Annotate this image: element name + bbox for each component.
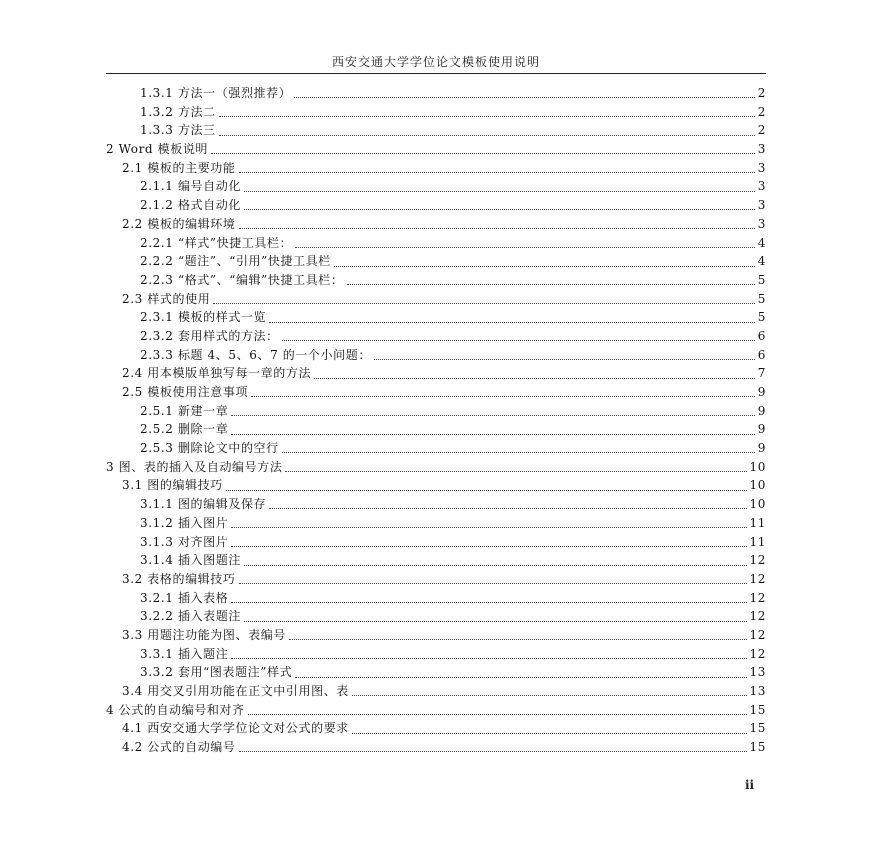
toc-entry[interactable] — [106, 533, 766, 552]
toc-dot-leader — [352, 732, 747, 734]
toc-entry[interactable] — [106, 589, 766, 608]
toc-entry-page-number: 10 — [749, 478, 766, 493]
toc-entry[interactable] — [106, 140, 766, 159]
toc-entry-page-number: 2 — [757, 123, 766, 138]
toc-dot-leader — [374, 358, 755, 360]
toc-entry-label: 2.2.2 “题注”、“引用”快捷工具栏 — [140, 254, 331, 269]
toc-dot-leader — [231, 414, 754, 416]
toc-dot-leader — [289, 638, 747, 640]
toc-entry-label: 2.5.3 删除论文中的空行 — [140, 441, 279, 456]
toc-dot-leader — [295, 246, 755, 248]
toc-entry[interactable] — [106, 402, 766, 421]
toc-entry-label: 2.1.1 编号自动化 — [140, 179, 241, 194]
toc-entry[interactable] — [106, 719, 766, 738]
toc-dot-leader — [239, 582, 747, 584]
toc-entry-page-number: 12 — [749, 571, 766, 586]
toc-entry-page-number: 5 — [757, 272, 766, 287]
toc-entry[interactable] — [106, 327, 766, 346]
toc-entry[interactable] — [106, 252, 766, 271]
toc-entry-label: 3.3.1 插入题注 — [140, 646, 229, 661]
toc-entry[interactable] — [106, 103, 766, 122]
toc-entry-label: 3.1.4 插入图题注 — [140, 553, 241, 568]
toc-entry-label: 3.3 用题注功能为图、表编号 — [122, 627, 286, 642]
toc-entry[interactable] — [106, 495, 766, 514]
toc-dot-leader — [213, 302, 754, 304]
toc-entry-label: 2.3 样式的使用 — [122, 291, 211, 306]
toc-entry-label: 2.1 模板的主要功能 — [122, 160, 236, 175]
toc-dot-leader — [231, 545, 746, 547]
toc-entry-page-number: 3 — [757, 142, 766, 157]
toc-entry[interactable] — [106, 570, 766, 589]
toc-entry[interactable] — [106, 346, 766, 365]
toc-entry-label: 4.1 西安交通大学学位论文对公式的要求 — [122, 721, 349, 736]
toc-entry-page-number: 10 — [749, 459, 766, 474]
toc-dot-leader — [244, 564, 747, 566]
toc-entry[interactable] — [106, 682, 766, 701]
toc-dot-leader — [226, 489, 747, 491]
toc-entry[interactable] — [106, 607, 766, 626]
toc-entry-label: 3.2.1 插入表格 — [140, 590, 229, 605]
toc-entry-page-number: 3 — [757, 216, 766, 231]
toc-entry-label: 3.1.2 插入图片 — [140, 515, 229, 530]
toc-entry-label: 2.4 用本模版单独写每一章的方法 — [122, 366, 312, 381]
toc-entry[interactable] — [106, 645, 766, 664]
toc-entry-page-number: 9 — [757, 441, 766, 456]
toc-dot-leader — [295, 676, 746, 678]
toc-dot-leader — [314, 377, 755, 379]
toc-entry[interactable] — [106, 663, 766, 682]
toc-entry-label: 2.2.1 “样式”快捷工具栏： — [140, 235, 293, 250]
toc-entry-page-number: 13 — [749, 684, 766, 698]
toc-entry-page-number: 4 — [757, 235, 766, 250]
toc-entry[interactable] — [106, 458, 766, 477]
toc-entry-page-number: 7 — [757, 366, 766, 381]
toc-entry-label: 3.1 图的编辑技巧 — [122, 478, 223, 493]
toc-entry-label: 3.3.2 套用“图表题注”样式 — [140, 665, 293, 680]
toc-entry-label: 2.1.2 格式自动化 — [140, 198, 241, 213]
toc-dot-leader — [269, 321, 755, 323]
toc-entry[interactable] — [106, 215, 766, 234]
toc-entry[interactable] — [106, 196, 766, 215]
toc-entry[interactable] — [106, 364, 766, 383]
toc-entry-label: 4.2 公式的自动编号 — [122, 740, 236, 755]
toc-entry-page-number: 5 — [757, 291, 766, 306]
toc-dot-leader — [239, 171, 755, 173]
toc-dot-leader — [239, 750, 747, 752]
toc-entry-label: 2.3.3 标题 4、5、6、7 的一个小问题： — [140, 347, 371, 362]
toc-entry[interactable] — [106, 738, 766, 757]
toc-dot-leader — [352, 694, 747, 696]
toc-dot-leader — [231, 657, 746, 659]
toc-entry-label: 1.3.3 方法三 — [140, 123, 216, 138]
toc-entry[interactable] — [106, 308, 766, 327]
toc-dot-leader — [269, 507, 746, 509]
toc-entry-page-number: 11 — [749, 534, 766, 549]
toc-entry-page-number: 9 — [757, 422, 766, 437]
toc-entry[interactable] — [106, 383, 766, 402]
toc-entry[interactable] — [106, 514, 766, 533]
toc-entry-page-number: 10 — [749, 497, 766, 512]
toc-entry-label: 3 图、表的插入及自动编号方法 — [106, 459, 283, 474]
toc-entry-page-number: 15 — [749, 702, 766, 717]
toc-entry[interactable] — [106, 439, 766, 458]
toc-dot-leader — [231, 601, 746, 603]
toc-dot-leader — [282, 451, 755, 453]
toc-dot-leader — [248, 713, 747, 715]
toc-dot-leader — [347, 283, 755, 285]
toc-entry-page-number: 13 — [749, 665, 766, 680]
toc-entry-label: 2.2 模板的编辑环境 — [122, 216, 236, 231]
toc-dot-leader — [294, 96, 754, 98]
toc-entry[interactable] — [106, 476, 766, 495]
toc-entry-page-number: 12 — [749, 627, 766, 642]
toc-entry-label: 1.3.2 方法二 — [140, 104, 216, 119]
toc-entry-label: 2.3.1 模板的样式一览 — [140, 310, 267, 325]
toc-dot-leader — [244, 190, 755, 192]
toc-dot-leader — [231, 433, 754, 435]
toc-dot-leader — [334, 265, 755, 267]
toc-entry[interactable] — [106, 290, 766, 309]
table-of-contents — [106, 84, 766, 757]
toc-entry-page-number: 12 — [749, 646, 766, 661]
footer-page-number: ii — [745, 778, 755, 792]
header-rule — [106, 73, 766, 74]
toc-dot-leader — [244, 208, 755, 210]
toc-entry-label: 4 公式的自动编号和对齐 — [106, 702, 245, 717]
toc-entry-label: 2.3.2 套用样式的方法： — [140, 328, 279, 343]
toc-entry-page-number: 12 — [749, 609, 766, 624]
toc-dot-leader — [211, 152, 755, 154]
toc-entry-page-number: 6 — [757, 347, 766, 362]
toc-entry-label: 3.2 表格的编辑技巧 — [122, 571, 236, 586]
toc-entry[interactable] — [106, 84, 766, 103]
toc-entry-page-number: 6 — [757, 328, 766, 343]
toc-dot-leader — [244, 620, 747, 622]
toc-dot-leader — [219, 134, 755, 136]
toc-entry-label: 2.5.2 删除一章 — [140, 422, 229, 437]
toc-entry-label: 3.1.1 图的编辑及保存 — [140, 497, 267, 512]
toc-dot-leader — [219, 115, 755, 117]
toc-entry-page-number: 3 — [757, 179, 766, 194]
toc-dot-leader — [282, 339, 755, 341]
toc-dot-leader — [251, 395, 755, 397]
toc-entry[interactable] — [106, 271, 766, 290]
toc-entry[interactable] — [106, 234, 766, 253]
toc-entry[interactable] — [106, 420, 766, 439]
toc-entry[interactable] — [106, 159, 766, 178]
toc-dot-leader — [231, 526, 746, 528]
toc-entry-page-number: 12 — [749, 553, 766, 568]
toc-entry-label: 3.2.2 插入表题注 — [140, 609, 241, 624]
toc-entry-page-number: 11 — [749, 515, 766, 530]
toc-entry-page-number: 9 — [757, 385, 766, 399]
toc-entry-label: 1.3.1 方法一（强烈推荐） — [140, 86, 292, 100]
toc-entry-page-number: 12 — [749, 590, 766, 605]
toc-entry-label: 2.5 模板使用注意事项 — [122, 385, 249, 399]
toc-entry[interactable] — [106, 551, 766, 570]
toc-entry[interactable] — [106, 177, 766, 196]
toc-entry-label: 3.4 用交叉引用功能在正文中引用图、表 — [122, 684, 349, 698]
toc-entry-label: 2 Word 模板说明 — [106, 142, 209, 157]
toc-entry[interactable] — [106, 701, 766, 720]
toc-dot-leader — [239, 227, 755, 229]
toc-entry-page-number: 15 — [749, 721, 766, 736]
toc-entry[interactable] — [106, 121, 766, 140]
toc-entry-page-number: 3 — [757, 160, 766, 175]
toc-entry-label: 2.2.3 “格式”、“编辑”快捷工具栏： — [140, 272, 344, 287]
toc-entry-page-number: 4 — [757, 254, 766, 269]
toc-entry-page-number: 3 — [757, 198, 766, 213]
toc-entry-page-number: 9 — [757, 403, 766, 418]
toc-entry-page-number: 2 — [757, 104, 766, 119]
toc-entry-page-number: 2 — [757, 86, 766, 100]
toc-entry-page-number: 5 — [757, 310, 766, 325]
toc-entry-label: 2.5.1 新建一章 — [140, 403, 229, 418]
toc-dot-leader — [285, 470, 746, 472]
toc-entry-label: 3.1.3 对齐图片 — [140, 534, 229, 549]
toc-entry-page-number: 15 — [749, 740, 766, 755]
page-header-title: 西安交通大学学位论文模板使用说明 — [331, 55, 540, 69]
toc-entry[interactable] — [106, 626, 766, 645]
